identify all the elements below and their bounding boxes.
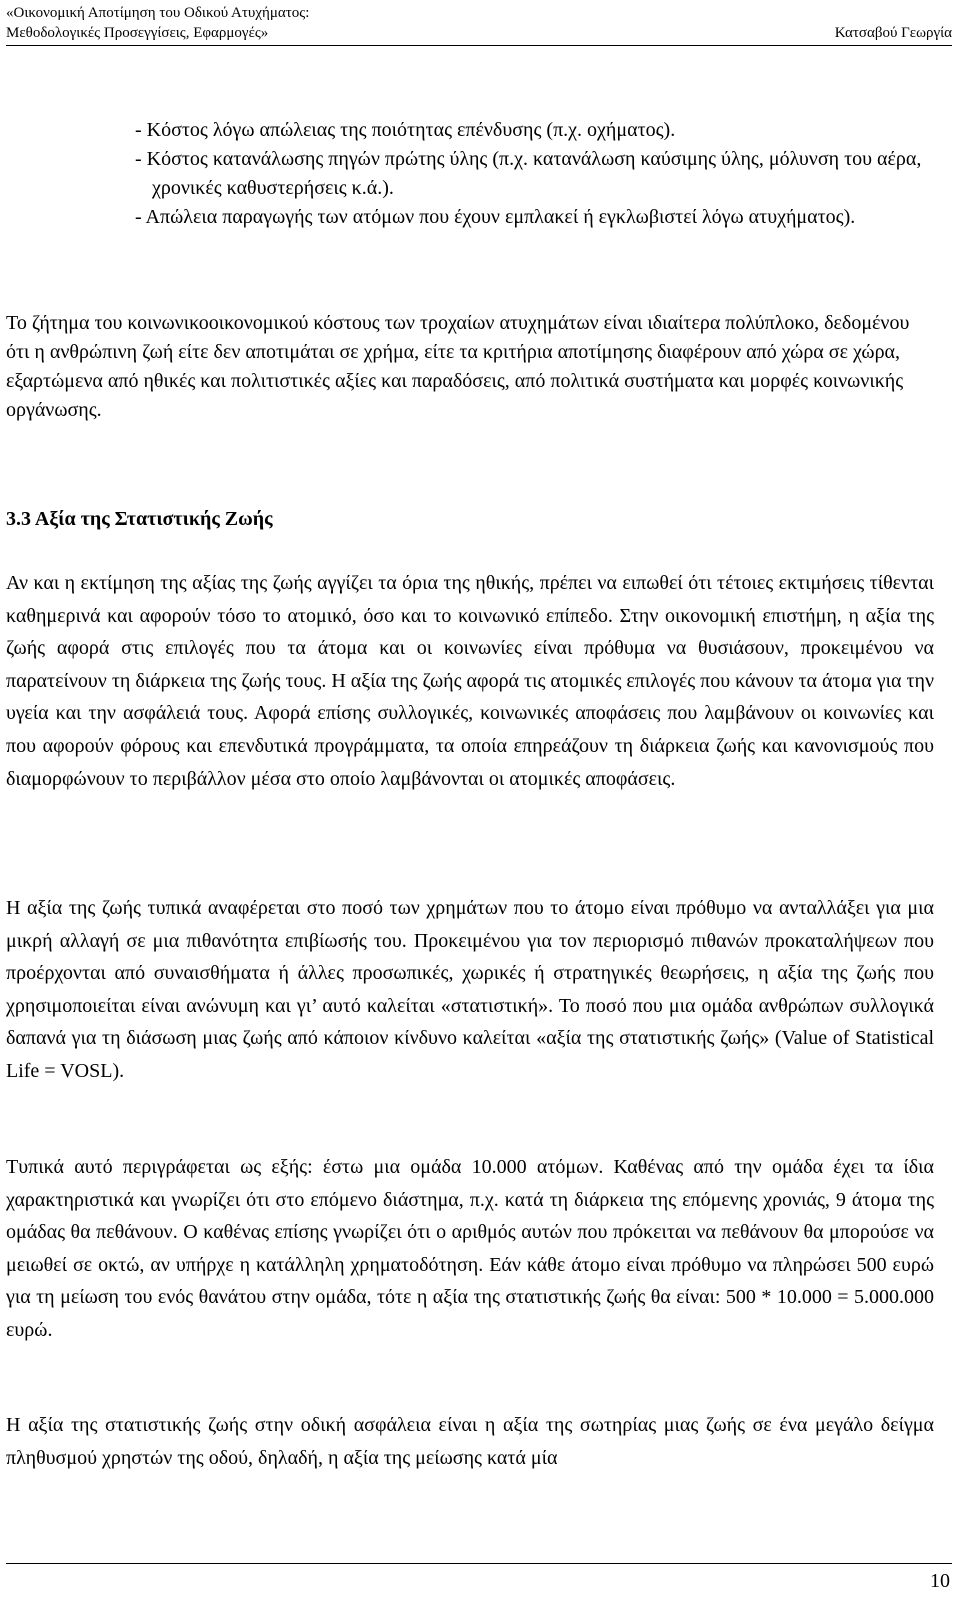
body-paragraph: Η αξία της στατιστικής ζωής στην οδική ασφάλεια είναι η αξία της σωτηρίας μιας ζωής σε ένα μεγάλο δείγμα πληθυσμού χρηστών της οδού, δηλαδή, η αξία της μείωσης κατά μία — [6, 1414, 934, 1469]
intro-paragraph: Το ζήτημα του κοινωνικοοικονομικού κόστους των τροχαίων ατυχημάτων είναι ιδιαίτερα πολύπλοκο, δεδομένου ότι η ανθρώπινη ζωή είτε δεν αποτιμάται σε χρήμα, είτε τα κριτήρια αποτίμησης διαφέρουν από χώρα σε χώρα, εξαρτώμενα από ηθικές και πολιτιστικές αξίες και παραδόσεις, από πολιτικά συστήματα και μορφές κοινωνικής οργάνωσης. — [6, 312, 910, 421]
document-title — [6, 3, 309, 43]
bullet-item: - Απώλεια παραγωγής των ατόμων που έχουν εμπλακεί ή εγκλωβιστεί λόγω ατυχήματος). — [135, 206, 856, 228]
header-divider — [6, 45, 952, 46]
cost-bullet-list — [135, 116, 935, 232]
body-paragraph: Η αξία της ζωής τυπικά αναφέρεται στο ποσό των χρημάτων που το άτομο είναι πρόθυμο να ανταλλάξει για μια μικρή αλλαγή σε μια πιθανότητα επιβίωσής του. Προκειμένου για τον περιορισμό πιθανών προκαταλήψεων που προέρχονται από συναισθήματα ή άλλες προσωπικές, χωρικές ή στρατηγικές θεωρήσεις, η αξία της ζωής που χρησιμοποιείται είναι ανώνυμη και γι’ αυτό καλείται «στατιστική». Το ποσό που μια ομάδα ανθρώπων συλλογικά δαπανά για τη διάσωση μιας ζωής από κάποιον κίνδυνο καλείται «αξία της στατιστικής ζωής» (Value of Statistical Life = VOSL). — [6, 897, 934, 1082]
body-paragraph: Τυπικά αυτό περιγράφεται ως εξής: έστω μια ομάδα 10.000 ατόμων. Καθένας από την ομάδα έχει τα ίδια χαρακτηριστικά και γνωρίζει ότι στο επόμενο διάστημα, π.χ. κατά τη διάρκεια της επόμενης χρονιάς, 9 άτομα της ομάδας θα πεθάνουν. Ο καθένας επίσης γνωρίζει ότι ο αριθμός αυτών που πρόκειται να πεθάνουν θα μπορούσε να μειωθεί σε οκτώ, αν υπήρχε η κατάλληλη χρηματοδότηση. Εάν κάθε άτομο είναι πρόθυμο να πληρώσει 500 ευρώ για τη μείωση του ενός θανάτου στην ομάδα, τότε η αξία της στατιστικής ζωής θα είναι: 500 * 10.000 = 5.000.000 ευρώ. — [6, 1156, 934, 1341]
document-title-line-2: Μεθοδολογικές Προσεγγίσεις, Εφαρμογές» — [6, 25, 269, 41]
author-name: Κατσαβού Γεωργία — [834, 25, 952, 41]
section-heading: 3.3 Αξία της Στατιστικής Ζωής — [6, 508, 273, 530]
page-number: 10 — [930, 1570, 950, 1592]
body-paragraph: Αν και η εκτίμηση της αξίας της ζωής αγγίζει τα όρια της ηθικής, πρέπει να ειπωθεί ότι τέτοιες εκτιμήσεις τίθενται καθημερινά και αφορούν τόσο το ατομικό, όσο και το κοινωνικό επίπεδο. Στην οικονομική επιστήμη, η αξία της ζωής αφορά στις επιλογές που τα άτομα και οι κοινωνίες είναι πρόθυμα να θυσιάσουν, προκειμένου να παρατείνουν τη διάρκεια της ζωής τους. Η αξία της ζωής αφορά τις ατομικές επιλογές που κάνουν τα άτομα για την υγεία και την ασφάλειά τους. Αφορά επίσης συλλογικές, κοινωνικές αποφάσεις που λαμβάνουν οι κοινωνίες και που αφορούν φόρους και επενδυτικά προγράμματα, τα οποία επηρεάζουν τη διάρκεια ζωής και κανονισμούς που διαμορφώνουν το περιβάλλον μέσα στο οποίο λαμβάνονται οι ατομικές αποφάσεις. — [6, 572, 934, 790]
page-header — [6, 3, 952, 43]
bullet-item: - Κόστος λόγω απώλειας της ποιότητας επένδυσης (π.χ. οχήματος). — [135, 119, 676, 141]
bullet-item: - Κόστος κατανάλωσης πηγών πρώτης ύλης (π.χ. κατανάλωση καύσιμης ύλης, μόλυνση του αέρα, χρονικές καθυστερήσεις κ.ά.). — [135, 148, 922, 199]
footer-divider — [6, 1563, 952, 1564]
document-title-line-1: «Οικονομική Αποτίμηση του Οδικού Ατυχήματος: — [6, 5, 310, 21]
